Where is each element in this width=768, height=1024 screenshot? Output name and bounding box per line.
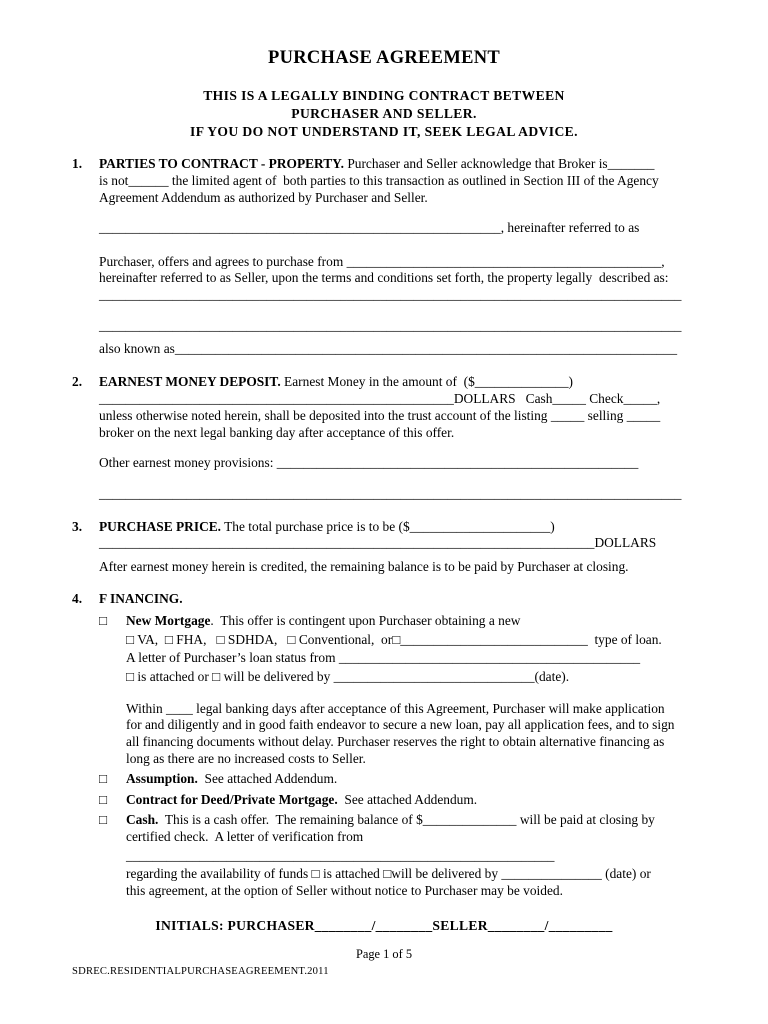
- also-known-as-field[interactable]: also known as___________________________________________________________________________: [99, 341, 678, 356]
- loan-type-options[interactable]: □ VA, □ FHA, □ SDHDA, □ Conventional, or□____________________________ type of loan.: [126, 632, 662, 647]
- new-mortgage-text: . This offer is contingent upon Purchaser obtaining a new: [210, 613, 521, 628]
- section-3-line-3: After earnest money herein is credited, the remaining balance is to be paid by Purchaser at closing.: [99, 559, 629, 574]
- assumption-checkbox[interactable]: □: [99, 771, 108, 786]
- section-4-heading: F INANCING.: [99, 591, 183, 606]
- section-3-line-1: [99, 519, 555, 535]
- section-1-line-1: [99, 156, 655, 172]
- cash-heading: Cash.: [126, 812, 159, 827]
- section-4-number: 4.: [72, 591, 83, 606]
- section-1-line-2[interactable]: is not______ the limited agent of both parties to this transaction as outlined in Section III of the Agency: [99, 173, 659, 188]
- section-1-text: Purchaser and Seller acknowledge that Broker is_______: [343, 156, 655, 171]
- section-1-line-3: Agreement Addendum as authorized by Purchaser and Seller.: [99, 190, 428, 205]
- subtitle-line-1: THIS IS A LEGALLY BINDING CONTRACT BETWEEN: [203, 88, 565, 103]
- purchase-price-dollars-field[interactable]: __________________________________________________________________________DOLLARS: [99, 535, 657, 550]
- loan-status-field[interactable]: A letter of Purchaser’s loan status from _____________________________________________: [126, 650, 641, 665]
- section-2-line-1: [99, 374, 573, 390]
- earnest-money-amount-field[interactable]: Earnest Money in the amount of ($______________): [280, 374, 573, 389]
- purchase-price-amount-field[interactable]: The total purchase price is to be ($_____________________): [221, 519, 555, 534]
- other-provisions-field-2[interactable]: _______________________________________________________________________________________: [99, 486, 682, 501]
- legal-description-field-1[interactable]: _______________________________________________________________________________________: [99, 287, 682, 302]
- document-title: PURCHASE AGREEMENT: [267, 48, 501, 68]
- assumption-line: [126, 771, 337, 787]
- contract-for-deed-checkbox[interactable]: □: [99, 792, 108, 807]
- subtitle-line-2: PURCHASER AND SELLER.: [291, 106, 477, 121]
- cash-checkbox[interactable]: □: [99, 812, 108, 827]
- assumption-text: See attached Addendum.: [197, 771, 338, 786]
- footer-form-id: SDREC.RESIDENTIALPURCHASEAGREEMENT.2011: [72, 966, 329, 977]
- section-3-heading: PURCHASE PRICE.: [99, 519, 222, 534]
- cash-balance-field[interactable]: This is a cash offer. The remaining balance of $______________ will be paid at closing by: [158, 812, 655, 827]
- within-line-3: all financing documents without delay. Purchaser reserves the right to obtain alternative financing as: [126, 734, 665, 749]
- section-2-line-3[interactable]: unless otherwise noted herein, shall be deposited into the trust account of the listing _____ selling _____: [99, 408, 661, 423]
- contract-for-deed-line: [126, 792, 477, 808]
- loan-letter-delivery-field[interactable]: □ is attached or □ will be delivered by ______________________________(date).: [126, 669, 570, 684]
- earnest-money-dollars-field[interactable]: _____________________________________________________DOLLARS Cash_____ Check_____,: [99, 391, 661, 406]
- other-provisions-field[interactable]: Other earnest money provisions: ______________________________________________________: [99, 455, 639, 470]
- new-mortgage-heading: New Mortgage: [126, 613, 211, 628]
- subtitle-line-3: IF YOU DO NOT UNDERSTAND IT, SEEK LEGAL ADVICE.: [190, 124, 578, 139]
- funds-availability-field[interactable]: regarding the availability of funds □ is attached □will be delivered by _______________ (date) or: [126, 866, 651, 881]
- section-1-heading: PARTIES TO CONTRACT - PROPERTY.: [99, 156, 344, 171]
- contract-for-deed-text: See attached Addendum.: [337, 792, 478, 807]
- legal-description-field-2[interactable]: _______________________________________________________________________________________: [99, 318, 682, 333]
- section-2-line-4: broker on the next legal banking day after acceptance of this offer.: [99, 425, 455, 440]
- initials-line[interactable]: INITIALS: PURCHASER________/________SELLER________/_________: [155, 918, 613, 933]
- verification-source-field[interactable]: ________________________________________________________________: [126, 848, 555, 863]
- cash-line-1: [126, 812, 655, 828]
- section-1-line-6: hereinafter referred to as Seller, upon the terms and conditions set forth, the property legally described as:: [99, 270, 669, 285]
- new-mortgage-line-1: [126, 613, 520, 629]
- cash-line-2: certified check. A letter of verification from: [126, 829, 364, 844]
- section-2-number: 2.: [72, 374, 83, 389]
- purchaser-name-field[interactable]: ____________________________________________________________, hereinafter referred to as: [99, 220, 640, 235]
- section-1-number: 1.: [72, 156, 83, 171]
- cash-line-5: this agreement, at the option of Seller without notice to Purchaser may be voided.: [126, 883, 563, 898]
- within-line-2: for and diligently and in good faith endeavor to secure a new loan, pay all application fees, and to sign: [126, 717, 675, 732]
- seller-name-field[interactable]: Purchaser, offers and agrees to purchase from _______________________________________________,: [99, 254, 665, 269]
- page-number: Page 1 of 5: [355, 947, 413, 961]
- new-mortgage-checkbox[interactable]: □: [99, 613, 108, 628]
- contract-for-deed-heading: Contract for Deed/Private Mortgage.: [126, 792, 338, 807]
- section-2-heading: EARNEST MONEY DEPOSIT.: [99, 374, 281, 389]
- assumption-heading: Assumption.: [126, 771, 198, 786]
- section-3-number: 3.: [72, 519, 83, 534]
- within-line-1[interactable]: Within ____ legal banking days after acceptance of this Agreement, Purchaser will make application: [126, 701, 665, 716]
- within-line-4: long as there are no increased costs to Seller.: [126, 751, 366, 766]
